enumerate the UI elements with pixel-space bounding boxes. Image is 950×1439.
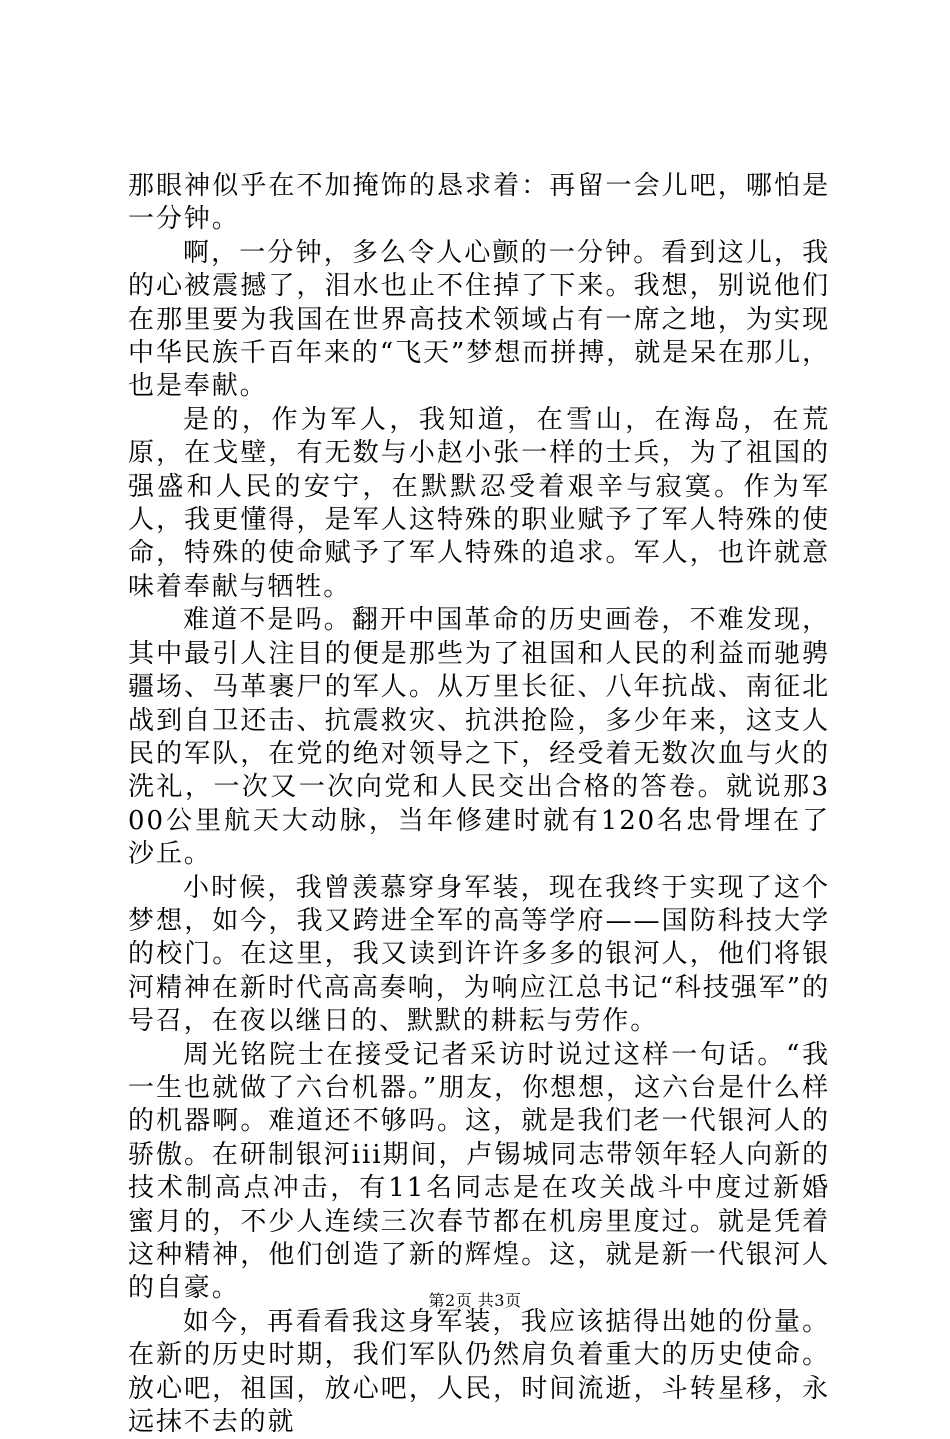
paragraph-6: 周光铭院士在接受记者采访时说过这样一句话。“我一生也就做了六台机器。”朋友，你想想，这六台是什么样的机器啊。难道还不够吗。这，就是我们老一代银河人的骄傲。在研制银河iii期间，卢锡城同志带领年轻人向新的技术制高点冲击，有11名同志是在攻关战斗中度过新婚蜜月的，不少人连续三次春节都在机房里度过。就是凭着这种精神，他们创造了新的辉煌。这，就是新一代银河人的自豪。 <box>128 1039 830 1304</box>
page-number-footer: 第2页 共3页 <box>428 1291 522 1310</box>
paragraph-4: 难道不是吗。翻开中国革命的历史画卷，不难发现，其中最引人注目的便是那些为了祖国和人民的利益而驰骋疆场、马革裹尸的军人。从万里长征、八年抗战、南征北战到自卫还击、抗震救灾、抗洪抢险，多少年来，这支人民的军队，在党的绝对领导之下，经受着无数次血与火的洗礼，一次又一次向党和人民交出合格的答卷。就说那300公里航天大动脉，当年修建时就有120名忠骨埋在了沙丘。 <box>128 605 830 870</box>
paragraph-7: 如今，再看看我这身军装，我应该掂得出她的份量。在新的历史时期，我们军队仍然肩负着重大的历史使命。放心吧，祖国，放心吧，人民，时间流逝，斗转星移，永远抹不去的就 <box>128 1306 830 1438</box>
paragraph-3: 是的，作为军人，我知道，在雪山，在海岛，在荒原，在戈壁，有无数与小赵小张一样的士兵，为了祖国的强盛和人民的安宁，在默默忍受着艰辛与寂寞。作为军人，我更懂得，是军人这特殊的职业赋予了军人特殊的使命，特殊的使命赋予了军人特殊的追求。军人，也许就意味着奉献与牺牲。 <box>128 404 830 602</box>
paragraph-5: 小时候，我曾羡慕穿身军装，现在我终于实现了这个梦想，如今，我又跨进全军的高等学府——国防科技大学的校门。在这里，我又读到许许多多的银河人，他们将银河精神在新时代高高奏响，为响应江总书记“科技强军”的号召，在夜以继日的、默默的耕耘与劳作。 <box>128 872 830 1037</box>
paragraph-1: 那眼神似乎在不加掩饰的恳求着：再留一会儿吧，哪怕是一分钟。 <box>128 171 830 235</box>
body-text <box>128 170 830 1439</box>
paragraph-2: 啊，一分钟，多么令人心颤的一分钟。看到这儿，我的心被震撼了，泪水也止不住掉了下来。我想，别说他们在那里要为我国在世界高技术领域占有一席之地，为实现中华民族千百年来的“飞天”梦想而拼搏，就是呆在那儿，也是奉献。 <box>128 237 830 402</box>
